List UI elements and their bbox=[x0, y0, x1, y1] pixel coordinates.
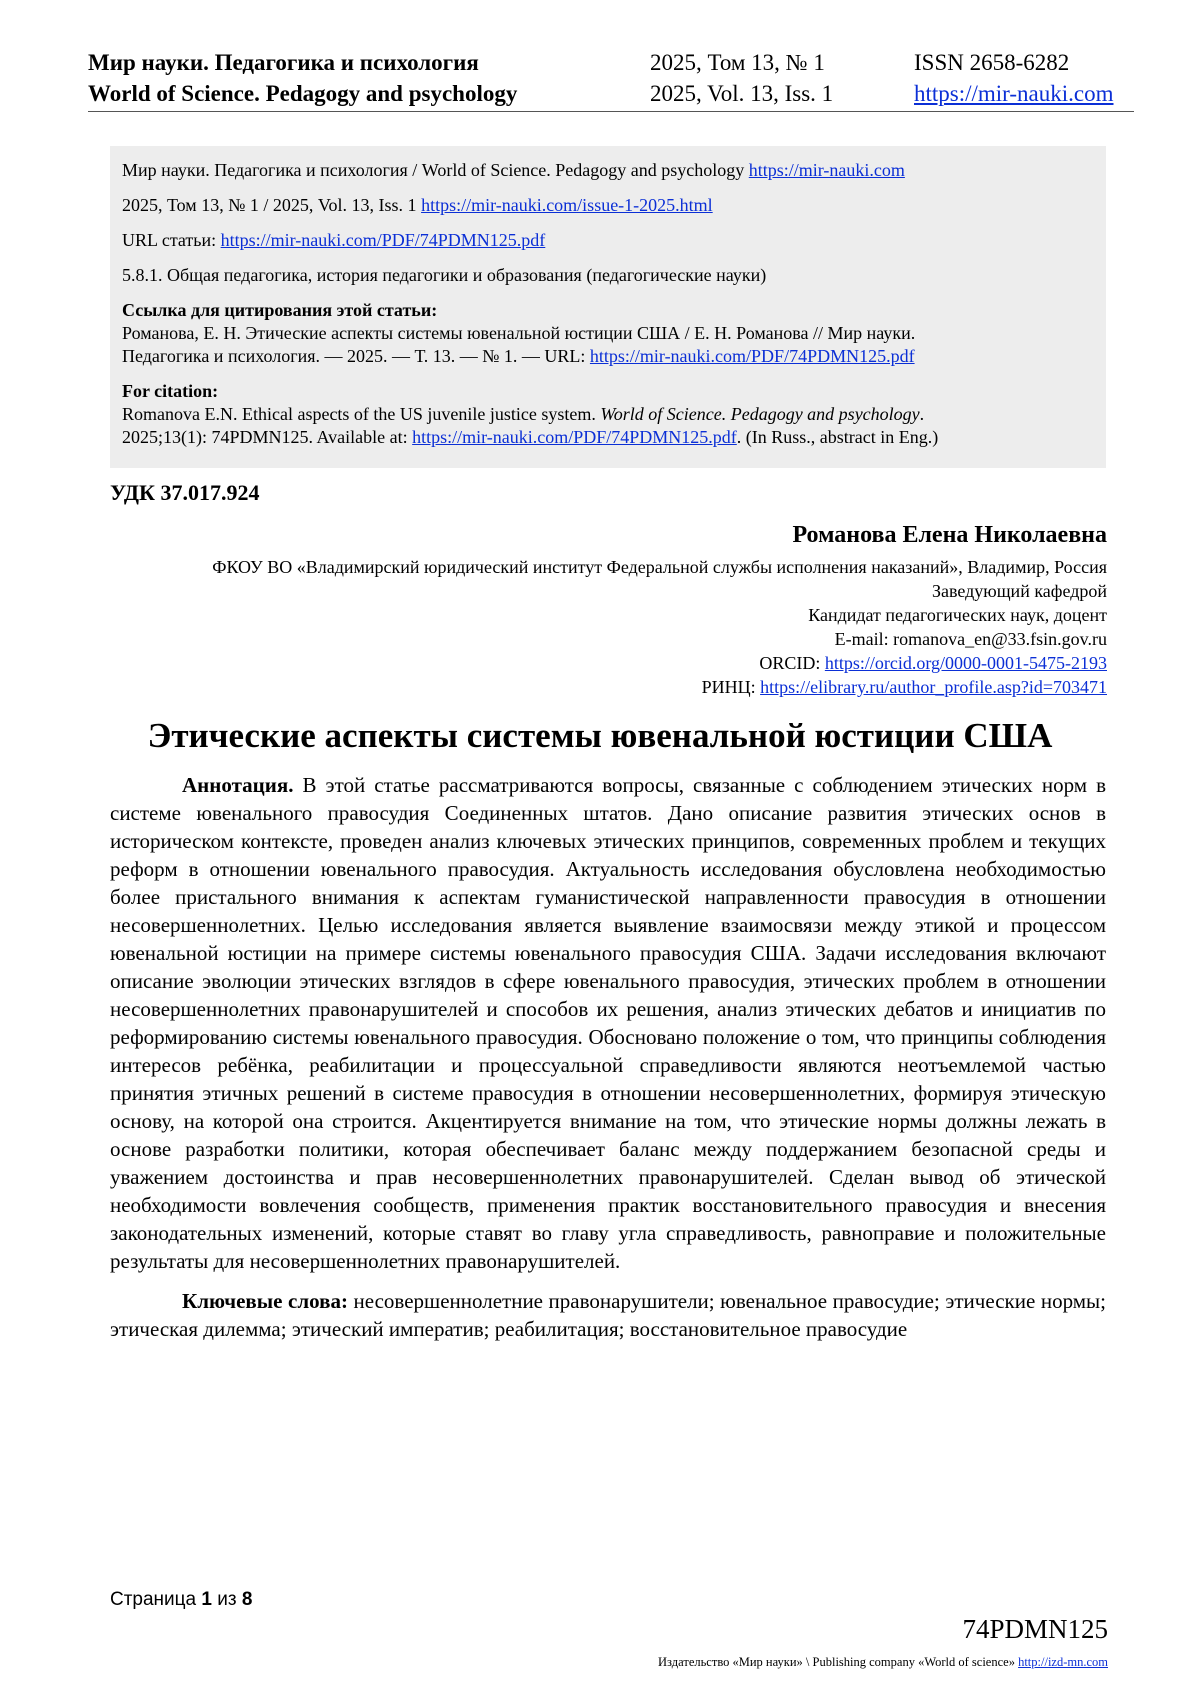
orcid-link[interactable]: https://orcid.org/0000-0001-5475-2193 bbox=[824, 653, 1107, 673]
issue-line bbox=[122, 194, 1094, 217]
keywords-paragraph bbox=[110, 1287, 1106, 1343]
cite-en-line1: Romanova E.N. Ethical aspects of the US juvenile justice system. World of Science. Pedagogy and psychology. bbox=[122, 404, 925, 424]
article-url-link[interactable]: https://mir-nauki.com/PDF/74PDMN125.pdf bbox=[220, 230, 546, 250]
cite-ru-line1: Романова, Е. Н. Этические аспекты системы ювенальной юстиции США / Е. Н. Романова // Мир науки. bbox=[122, 323, 916, 343]
page-prefix: Страница bbox=[110, 1589, 197, 1610]
article-url-line bbox=[122, 229, 1094, 252]
cite-en-line2 bbox=[122, 426, 1094, 449]
abstract-paragraph bbox=[110, 771, 1106, 1275]
header-divider bbox=[88, 111, 1134, 112]
author-details bbox=[107, 555, 1107, 699]
journal-line bbox=[122, 159, 1094, 182]
abstract-section bbox=[110, 771, 1106, 1343]
cite-ru-heading: Ссылка для цитирования этой статьи: bbox=[122, 300, 438, 320]
page-current: 1 bbox=[201, 1589, 212, 1610]
issue-line-text: 2025, Том 13, № 1 / 2025, Vol. 13, Iss. 1 bbox=[122, 195, 417, 215]
citation-info-box bbox=[110, 146, 1106, 468]
specialty-line: 5.8.1. Общая педагогика, история педагогики и образования (педагогические науки) bbox=[122, 265, 767, 285]
cite-en-link[interactable]: https://mir-nauki.com/PDF/74PDMN125.pdf bbox=[412, 427, 737, 447]
orcid-label: ORCID: bbox=[759, 653, 821, 673]
author-email: E-mail: romanova_en@33.fsin.gov.ru bbox=[834, 629, 1107, 649]
journal-title-en: World of Science. Pedagogy and psychology bbox=[88, 81, 518, 106]
page-total: 8 bbox=[241, 1589, 253, 1610]
publisher-text: Издательство «Мир науки» \ Publishing company «World of science» bbox=[658, 1655, 1015, 1669]
cite-en-journal: World of Science. Pedagogy and psychology bbox=[600, 404, 920, 424]
cite-en-heading: For citation: bbox=[122, 381, 219, 401]
author-orcid bbox=[107, 651, 1107, 675]
issue-ru: 2025, Том 13, № 1 bbox=[650, 50, 825, 75]
author-rinc bbox=[107, 675, 1107, 699]
cite-ru-line2-text: Педагогика и психология. — 2025. — Т. 13. — № 1. — URL: bbox=[122, 346, 586, 366]
cite-en-tail: . (In Russ., abstract in Eng.) bbox=[736, 427, 939, 447]
author-affiliation: ФКОУ ВО «Владимирский юридический институт Федеральной службы исполнения наказаний», Владимир, Россия bbox=[212, 557, 1107, 577]
journal-line-text: Мир науки. Педагогика и психология / World of Science. Pedagogy and psychology bbox=[122, 160, 745, 180]
abstract-text: В этой статье рассматриваются вопросы, связанные с соблюдением этических норм в системе ювенального правосудия Соединенных штатов. Дано описание развития этических основ в историческом контексте, проведен анализ ключевых этических принципов, современных проблем и текущих реформ в отношении ювенального правосудия. Актуальность исследования обусловлена необходимостью более пристального внимания к аспектам гуманистической направленности правосудия в отношении несовершеннолетних. Целью исследования является выявление взаимосвязи между этикой и процессом ювенальной юстиции на примере системы ювенального правосудия США. Задачи исследования включают описание эволюции этических взглядов в сфере ювенального правосудия, этических проблем в отношении несовершеннолетних правонарушителей и способов их решения, анализ этических дебатов и инициатив по реформированию системы ювенального правосудия. Обосновано положение о том, что принципы соблюдения интересов ребёнка, реабилитации и процессуальной справедливости являются неотъемлемой частью принятия этичных решений в системе правосудия в отношении несовершеннолетних, формируя этическую основу, на которой она строится. Акцентируется внимание на том, что этические нормы должны лежать в основе разработки политики, которая обеспечивает баланс между поддержанием безопасной среды и уважением достоинства и прав несовершеннолетних правонарушителей. Сделан вывод об этической необходимости вовлечения сообществ, применения практик восстановительного правосудия и внесения законодательных изменений, которые ставят во главу угла справедливость, равноправие и положительные результаты для несовершеннолетних правонарушителей. bbox=[110, 773, 1106, 1273]
journal-site-link[interactable]: https://mir-nauki.com bbox=[914, 81, 1114, 106]
issue-en: 2025, Vol. 13, Iss. 1 bbox=[650, 81, 834, 106]
cite-ru-line2 bbox=[122, 345, 1094, 368]
article-code: 74PDMN125 bbox=[962, 1614, 1108, 1644]
publisher-link[interactable]: http://izd-mn.com bbox=[1018, 1655, 1108, 1669]
rinc-link[interactable]: https://elibrary.ru/author_profile.asp?id=703471 bbox=[760, 677, 1107, 697]
page-of: из bbox=[217, 1589, 237, 1610]
journal-title-ru: Мир науки. Педагогика и психология bbox=[88, 50, 479, 75]
publisher-line bbox=[658, 1655, 1108, 1670]
rinc-label: РИНЦ: bbox=[701, 677, 756, 697]
author-position: Заведующий кафедрой bbox=[931, 581, 1107, 601]
article-url-label: URL статьи: bbox=[122, 230, 217, 250]
issn: ISSN 2658-6282 bbox=[914, 50, 1070, 75]
page-counter bbox=[110, 1589, 252, 1611]
cite-en-line1-text: Romanova E.N. Ethical aspects of the US juvenile justice system. bbox=[122, 404, 596, 424]
keywords-text: несовершеннолетние правонарушители; ювенальное правосудие; этические нормы; этическая дилемма; этический императив; реабилитация; восстановительное правосудие bbox=[110, 1289, 1106, 1341]
author-degree: Кандидат педагогических наук, доцент bbox=[808, 605, 1107, 625]
cite-en-line2-text: 2025;13(1): 74PDMN125. Available at: bbox=[122, 427, 408, 447]
keywords-label: Ключевые слова: bbox=[182, 1289, 348, 1313]
udk-code: УДК 37.017.924 bbox=[110, 480, 260, 505]
cite-ru-link[interactable]: https://mir-nauki.com/PDF/74PDMN125.pdf bbox=[589, 346, 915, 366]
issue-line-link[interactable]: https://mir-nauki.com/issue-1-2025.html bbox=[421, 195, 713, 215]
article-title: Этические аспекты системы ювенальной юстиции США bbox=[147, 716, 1053, 755]
abstract-label: Аннотация. bbox=[182, 773, 294, 797]
journal-line-link[interactable]: https://mir-nauki.com bbox=[748, 160, 905, 180]
author-name: Романова Елена Николаевна bbox=[792, 522, 1107, 548]
